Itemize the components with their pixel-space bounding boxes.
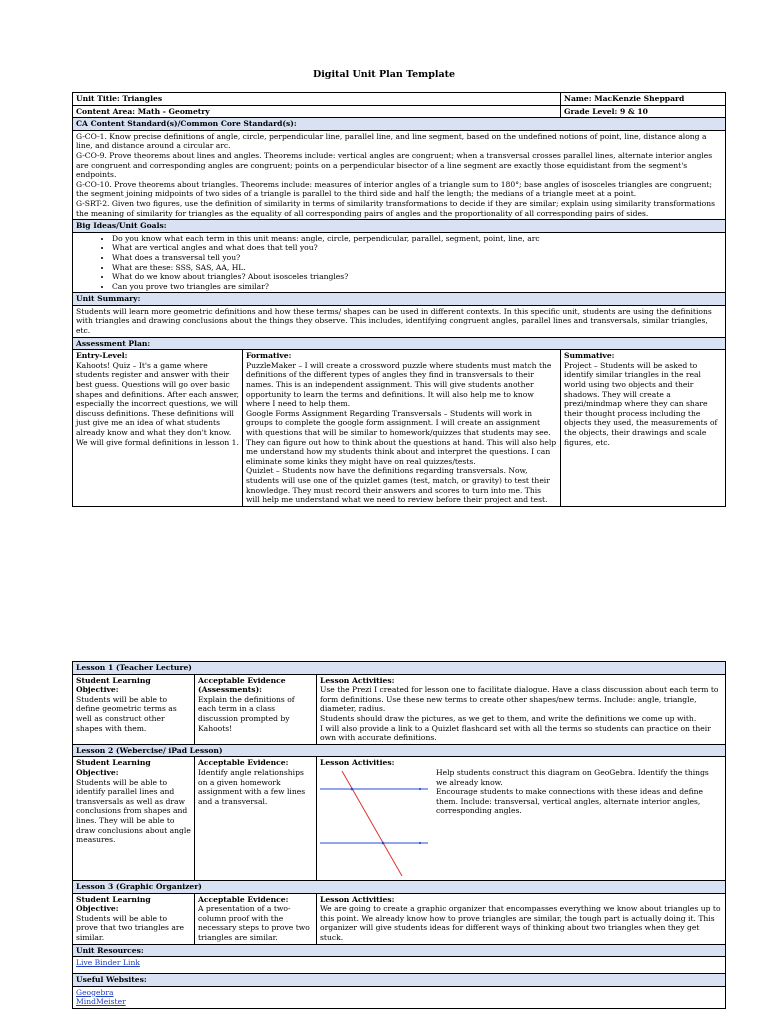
formative-paragraph: Google Forms Assignment Regarding Transversals – Students will work in groups to complete the google form assignment. I will create an assignment with questions that will be similar to homework/quizzes that students may see. They can figure out how to think about the questions at hand. This will also help me understand how my students think about and interpret the questions. I can eliminate some kinks they might have on real quizzes/tests. [246, 408, 557, 466]
useful-websites-header: Useful Websites: [73, 974, 726, 987]
line-point [419, 842, 421, 844]
big-ideas-body [73, 232, 726, 293]
unit-resources-header: Unit Resources: [73, 944, 726, 957]
lesson-plan-table [72, 661, 726, 1009]
content-area-cell: Content Area: Math - Geometry [73, 105, 561, 118]
standards-header: CA Content Standard(s)/Common Core Standard(s): [73, 118, 726, 131]
activities-text: Use the Prezi I created for lesson one to facilitate dialogue. Have a class discussion about each term to form definitions. Use these new terms to create other shapes/new terms. Include: angle, triangle, diameter, radius. [320, 685, 719, 714]
lesson2-header: Lesson 2 (Webercise/ iPad Lesson) [73, 744, 726, 757]
unit-summary-body: Students will learn more geometric definitions and how these terms/ shapes can be used in different contexts. In this specific unit, students are using the definitions with triangles and drawing conclusions about the things they observe. This includes, identifying congruent angles, parallel lines and transversals, similar triangles, etc. [73, 305, 726, 337]
transversal-line [342, 771, 402, 876]
summative-cell [561, 350, 726, 507]
grade-level-cell: Grade Level: 9 & 10 [561, 105, 726, 118]
objective-label: Student Learning Objective: [76, 675, 151, 695]
list-item: • Do you know what each term in this unit means: angle, circle, perpendicular, parallel, segment, point, line, arc [112, 234, 722, 244]
lesson3-evidence-cell [195, 893, 317, 944]
objective-text: Students will be able to identify parallel lines and transversals as well as draw conclusions from shapes and lines. They will be able to draw conclusions about angle measures. [76, 777, 191, 845]
lesson1-objective-cell [73, 674, 195, 744]
activities-text: Help students construct this diagram on GeoGebra. Identify the things we already know. [436, 767, 709, 787]
list-item: • What do we know about triangles? About isosceles triangles? [112, 272, 722, 282]
formative-paragraph: PuzzleMaker – I will create a crossword puzzle where students must match the definitions of the different types of angles they find in transversals to their names. This is an independent assignment. This will give students another opportunity to learn the terms and definitions. It will also help me to know where I need to help them. [246, 360, 552, 409]
entry-level-label: Entry-Level: [76, 351, 128, 361]
lesson3-header: Lesson 3 (Graphic Organizer) [73, 880, 726, 893]
unit-resources-body [73, 957, 726, 974]
standard-item: G-CO-1. Know precise definitions of angle, circle, perpendicular line, parallel line, and line segment, based on the undefined notions of point, line, distance along a line, and distance around a circular arc. [76, 131, 707, 151]
intersection-point [351, 788, 354, 791]
live-binder-link[interactable]: Live Binder Link [76, 958, 140, 968]
unit-title-cell: Unit Title: Triangles [73, 93, 561, 106]
lesson2-objective-cell [73, 757, 195, 881]
activities-text: Encourage students to make connections with these ideas and define them. Include: transversal, vertical angles, alternate interior angles, corresponding angles. [436, 787, 704, 816]
formative-paragraph: Quizlet – Students now have the definitions regarding transversals. Now, students will use one of the quizlet games (test, match, or gravity) to test their knowledge. They must record their answers and scores to turn into me. This will help me understand what we need to review before their project and test. [246, 466, 550, 505]
objective-label: Student Learning Objective: [76, 758, 151, 777]
lesson1-evidence-cell [195, 674, 317, 744]
standards-body [73, 130, 726, 219]
big-ideas-header: Big Ideas/Unit Goals: [73, 220, 726, 233]
list-item: • What does a transversal tell you? [112, 253, 722, 263]
activities-text: I will also provide a link to a Quizlet flashcard set with all the terms so students can practice on their own with accurate definitions. [320, 723, 711, 743]
lesson2-activities-cell [317, 757, 726, 881]
activities-label: Lesson Activities: [320, 675, 395, 685]
lesson1-header: Lesson 1 (Teacher Lecture) [73, 662, 726, 675]
lesson3-activities-cell [317, 893, 726, 944]
useful-websites-body [73, 986, 726, 1008]
unit-plan-table [72, 92, 726, 507]
line-point [419, 788, 421, 790]
activities-label: Lesson Activities: [320, 894, 395, 904]
lesson1-activities-cell [317, 674, 726, 744]
big-ideas-list [76, 234, 722, 292]
lesson2-evidence-cell [195, 757, 317, 881]
unit-summary-header: Unit Summary: [73, 293, 726, 306]
lesson2-activities-text [436, 768, 722, 816]
evidence-label: Acceptable Evidence: [198, 758, 289, 768]
entry-level-text: Kahoots! Quiz – It's a game where students register and answer with their best guess. Questions will go over basic shapes and definitions. After each answer, especially the incorrect questions, we will discuss definitions. These definitions will just give me an idea of what students already know and what they don't know. We will give formal definitions in lesson 1. [76, 360, 239, 447]
summative-label: Summative: [564, 351, 615, 361]
entry-level-cell [73, 350, 243, 507]
list-item: • What are these: SSS, SAS, AA, HL. [112, 263, 722, 273]
evidence-text: Explain the definitions of each term in a class discussion prompted by Kahoots! [198, 694, 295, 733]
lesson3-objective-cell [73, 893, 195, 944]
summative-text: Project – Students will be asked to identify similar triangles in the real world using two objects and their shadows. They will create a prezi/mindmap where they can share their thought process including the objects they used, the measurements of the objects, their drawings and scale figures, etc. [564, 360, 718, 447]
list-item: • Can you prove two triangles are similar? [112, 282, 722, 292]
evidence-text: A presentation of a two-column proof with the necessary steps to prove two triangles are similar. [198, 904, 310, 942]
intersection-point [382, 842, 385, 845]
objective-text: Students will be able to prove that two triangles are similar. [76, 913, 185, 942]
transversal-diagram [320, 771, 428, 879]
formative-cell [243, 350, 561, 507]
formative-label: Formative: [246, 351, 292, 361]
activities-text: Students should draw the pictures, as we get to them, and write the definitions we come up with. [320, 713, 697, 723]
standard-item: G-CO-9. Prove theorems about lines and angles. Theorems include: vertical angles are congruent; when a transversal crosses parallel lines, alternate interior angles are congruent and corresponding angles are congruent; points on a perpendicular bisector of a line segment are exactly those equidistant from the segment's endpoints. [76, 150, 713, 180]
evidence-label: Acceptable Evidence: [198, 894, 289, 904]
objective-text: Students will be able to define geometric terms as well as construct other shapes with them. [76, 694, 177, 733]
geogebra-link[interactable]: Geogebra [76, 987, 114, 997]
evidence-text: Identify angle relationships on a given homework assignment with a few lines and a transversal. [198, 767, 306, 806]
standard-item: G-SRT-2. Given two figures, use the definition of similarity in terms of similarity transformations to decide if they are similar; explain using similarity transformations the meaning of similarity for triangles as the equality of all corresponding pairs of angles and the proportionality of all corresponding pairs of sides. [76, 198, 715, 218]
objective-label: Student Learning Objective: [76, 894, 151, 914]
standard-item: G-CO-10. Prove theorems about triangles. Theorems include: measures of interior angles of a triangle sum to 180°; base angles of isosceles triangles are congruent; the segment joining midpoints of two sides of a triangle is parallel to the third side and half the length; the medians of a triangle meet at a point. [76, 179, 713, 199]
activities-label: Lesson Activities: [320, 758, 395, 768]
list-item: • What are vertical angles and what does that tell you? [112, 243, 722, 253]
evidence-label: Acceptable Evidence (Assessments): [198, 675, 286, 695]
assessment-header: Assessment Plan: [73, 337, 726, 350]
mindmeister-link[interactable]: MindMeister [76, 997, 126, 1007]
author-name-cell: Name: MacKenzie Sheppard [561, 93, 726, 106]
activities-text: We are going to create a graphic organizer that encompasses everything we know about triangles up to this point. We already know how to prove triangles are similar, the tough part is actually doing it. This organizer will give students ideas for different ways of thinking about two triangles when they get stuck. [320, 904, 721, 942]
document-title: Digital Unit Plan Template [312, 69, 456, 80]
